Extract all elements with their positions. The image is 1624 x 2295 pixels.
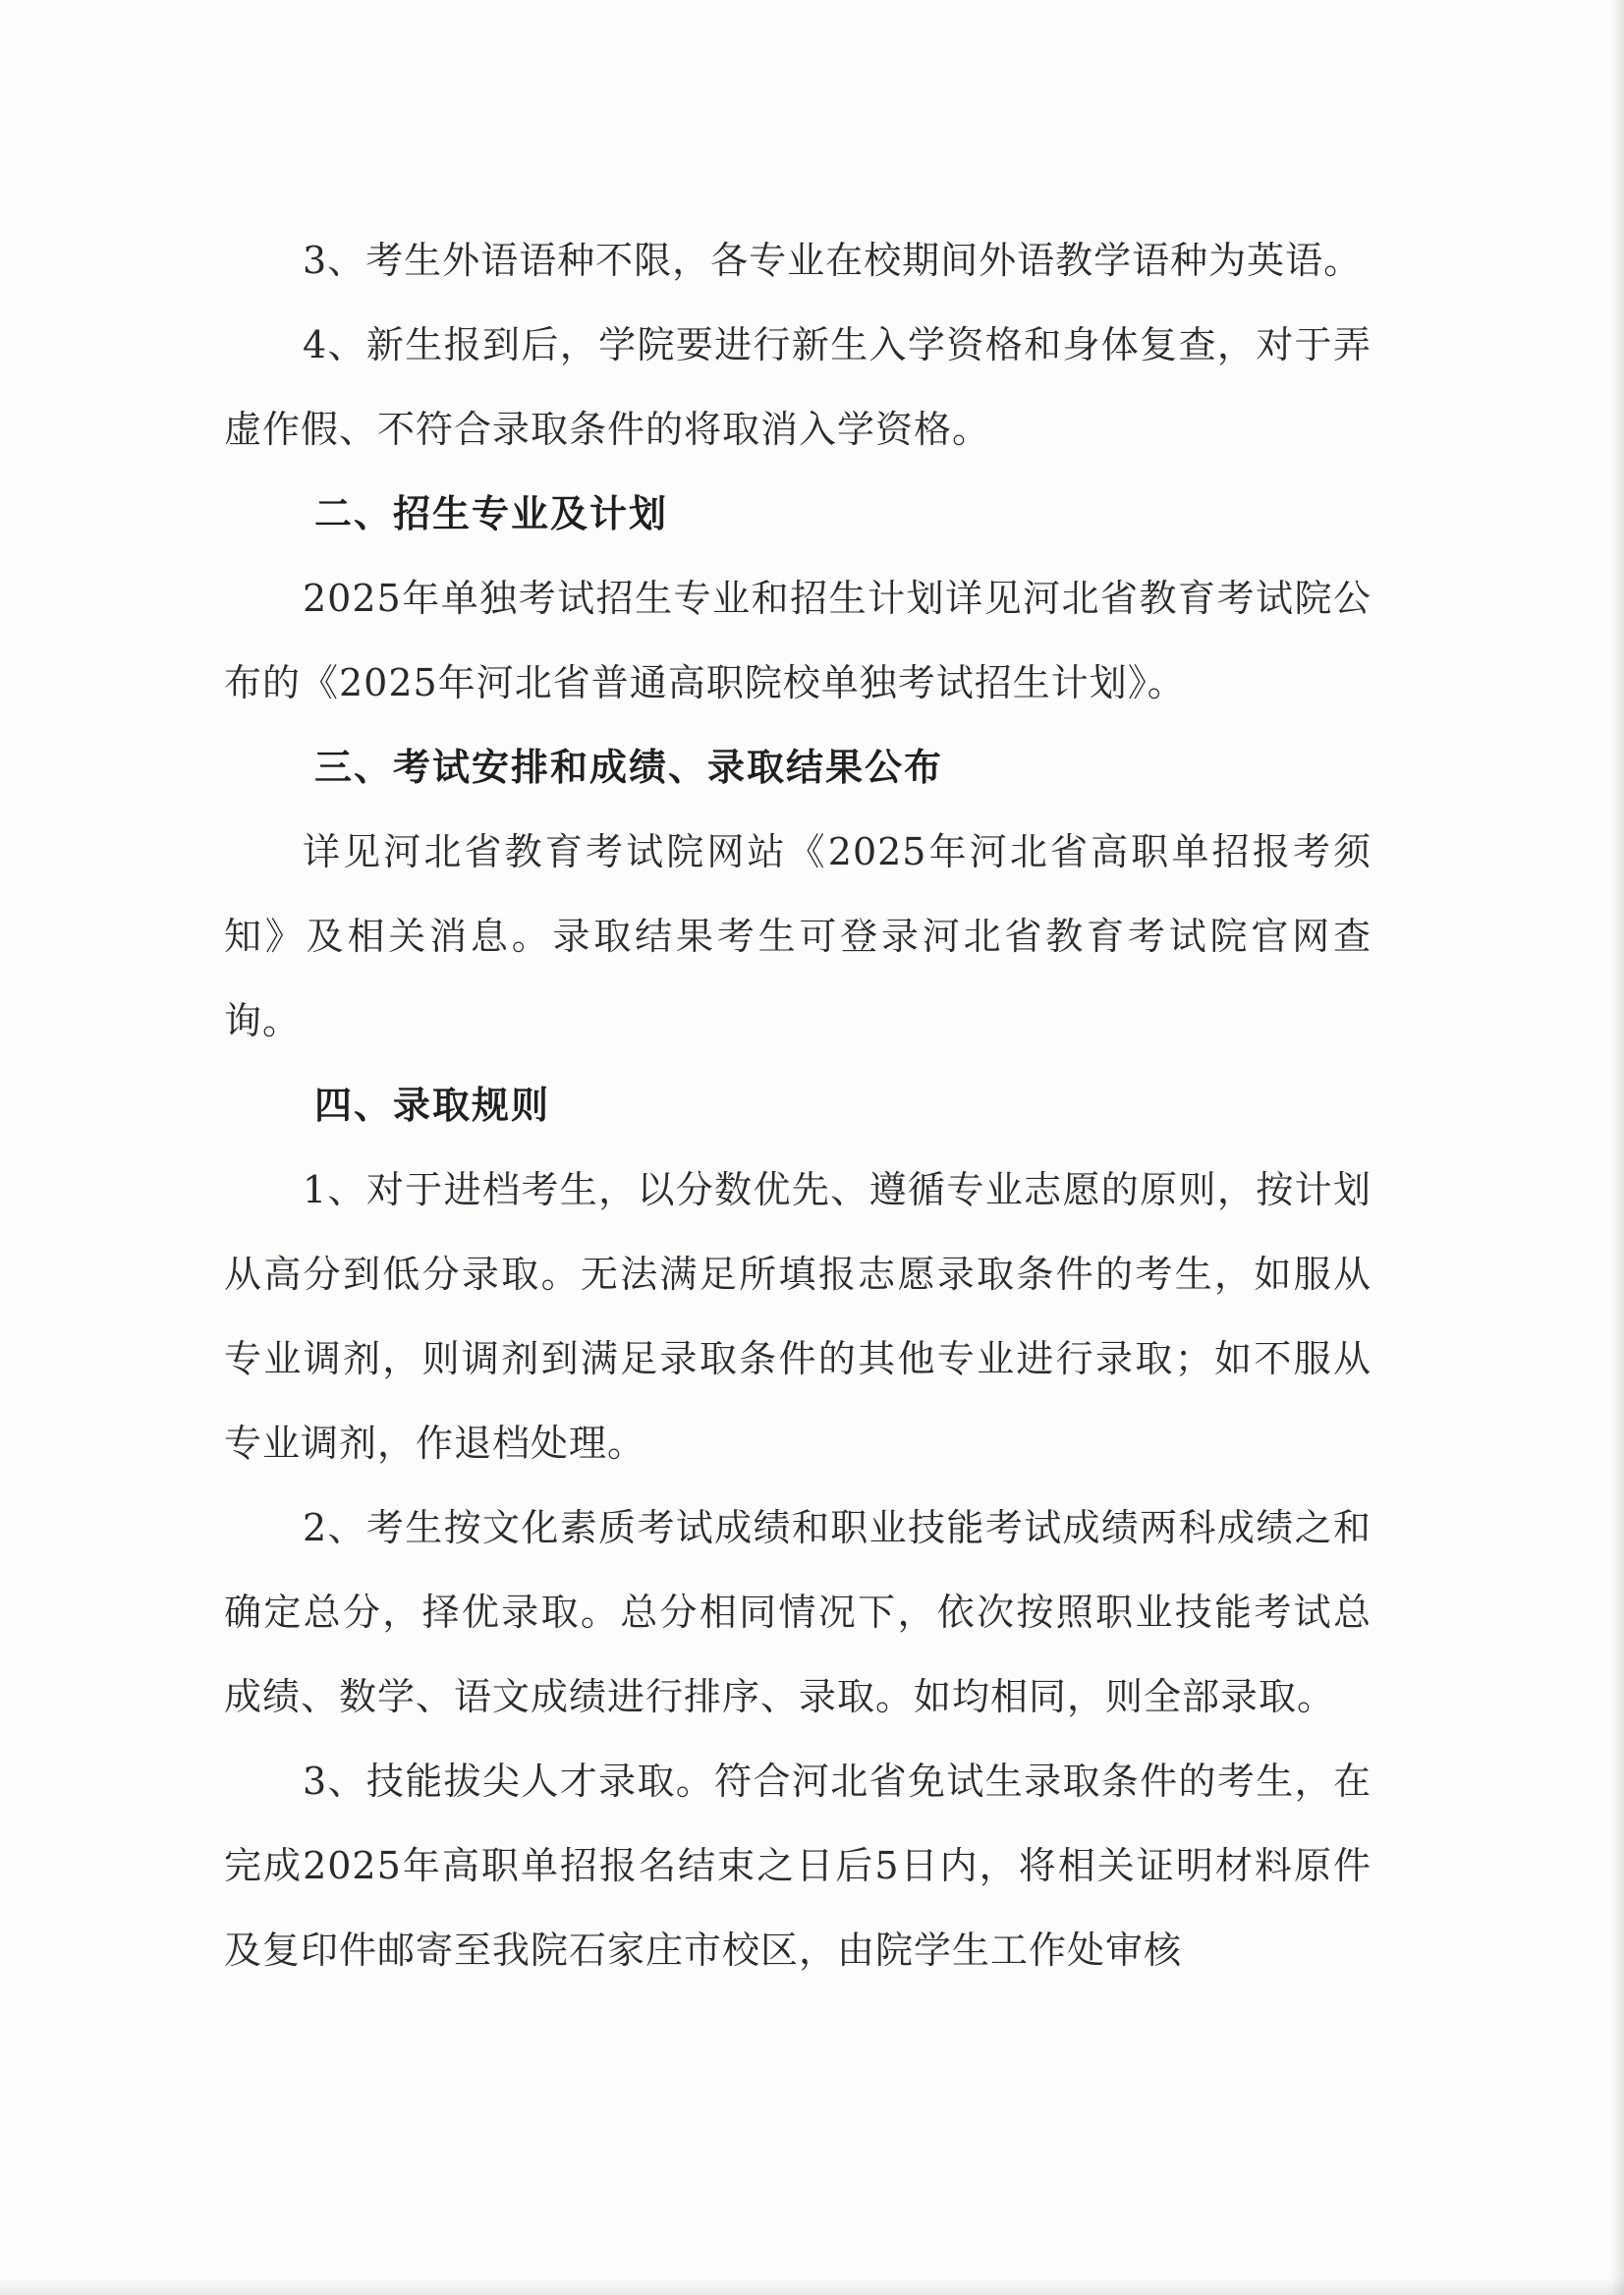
paragraph-majors-plan: 2025年单独考试招生专业和招生计划详见河北省教育考试院公布的《2025年河北省普通高职院校单独考试招生计划》。 [224, 577, 1372, 704]
section-heading-exam-results: 三、考试安排和成绩、录取结果公布 [314, 746, 944, 789]
page-edge-shadow-bottom [0, 2277, 1624, 2295]
section-heading-majors-plan: 二、招生专业及计划 [314, 492, 669, 535]
page-edge-shadow-right [1610, 0, 1624, 2295]
paragraph-rule-1: 1、对于进档考生，以分数优先、遵循专业志愿的原则，按计划从高分到低分录取。无法满足所填报志愿录取条件的考生，如服从专业调剂，则调剂到满足录取条件的其他专业进行录取；如不服从专业调剂，作退档处理。 [224, 1168, 1372, 1465]
paragraph-rule-3: 3、技能拔尖人才录取。符合河北省免试生录取条件的考生，在完成2025年高职单招报名结束之日后5日内，将相关证明材料原件及复印件邮寄至我院石家庄市校区，由院学生工作处审核 [224, 1760, 1372, 1972]
section-heading-admission-rules: 四、录取规则 [314, 1084, 551, 1127]
paragraph-foreign-language: 3、考生外语语种不限，各专业在校期间外语教学语种为英语。 [303, 239, 1363, 282]
document-body [224, 218, 1372, 1992]
paragraph-exam-results: 详见河北省教育考试院网站《2025年河北省高职单招报考须知》及相关消息。录取结果考生可登录河北省教育考试院官网查询。 [224, 830, 1372, 1042]
paragraph-enrollment-review: 4、新生报到后，学院要进行新生入学资格和身体复查，对于弄虚作假、不符合录取条件的将取消入学资格。 [224, 323, 1372, 451]
paragraph-rule-2: 2、考生按文化素质考试成绩和职业技能考试成绩两科成绩之和确定总分，择优录取。总分相同情况下，依次按照职业技能考试总成绩、数学、语文成绩进行排序、录取。如均相同，则全部录取。 [224, 1506, 1372, 1718]
